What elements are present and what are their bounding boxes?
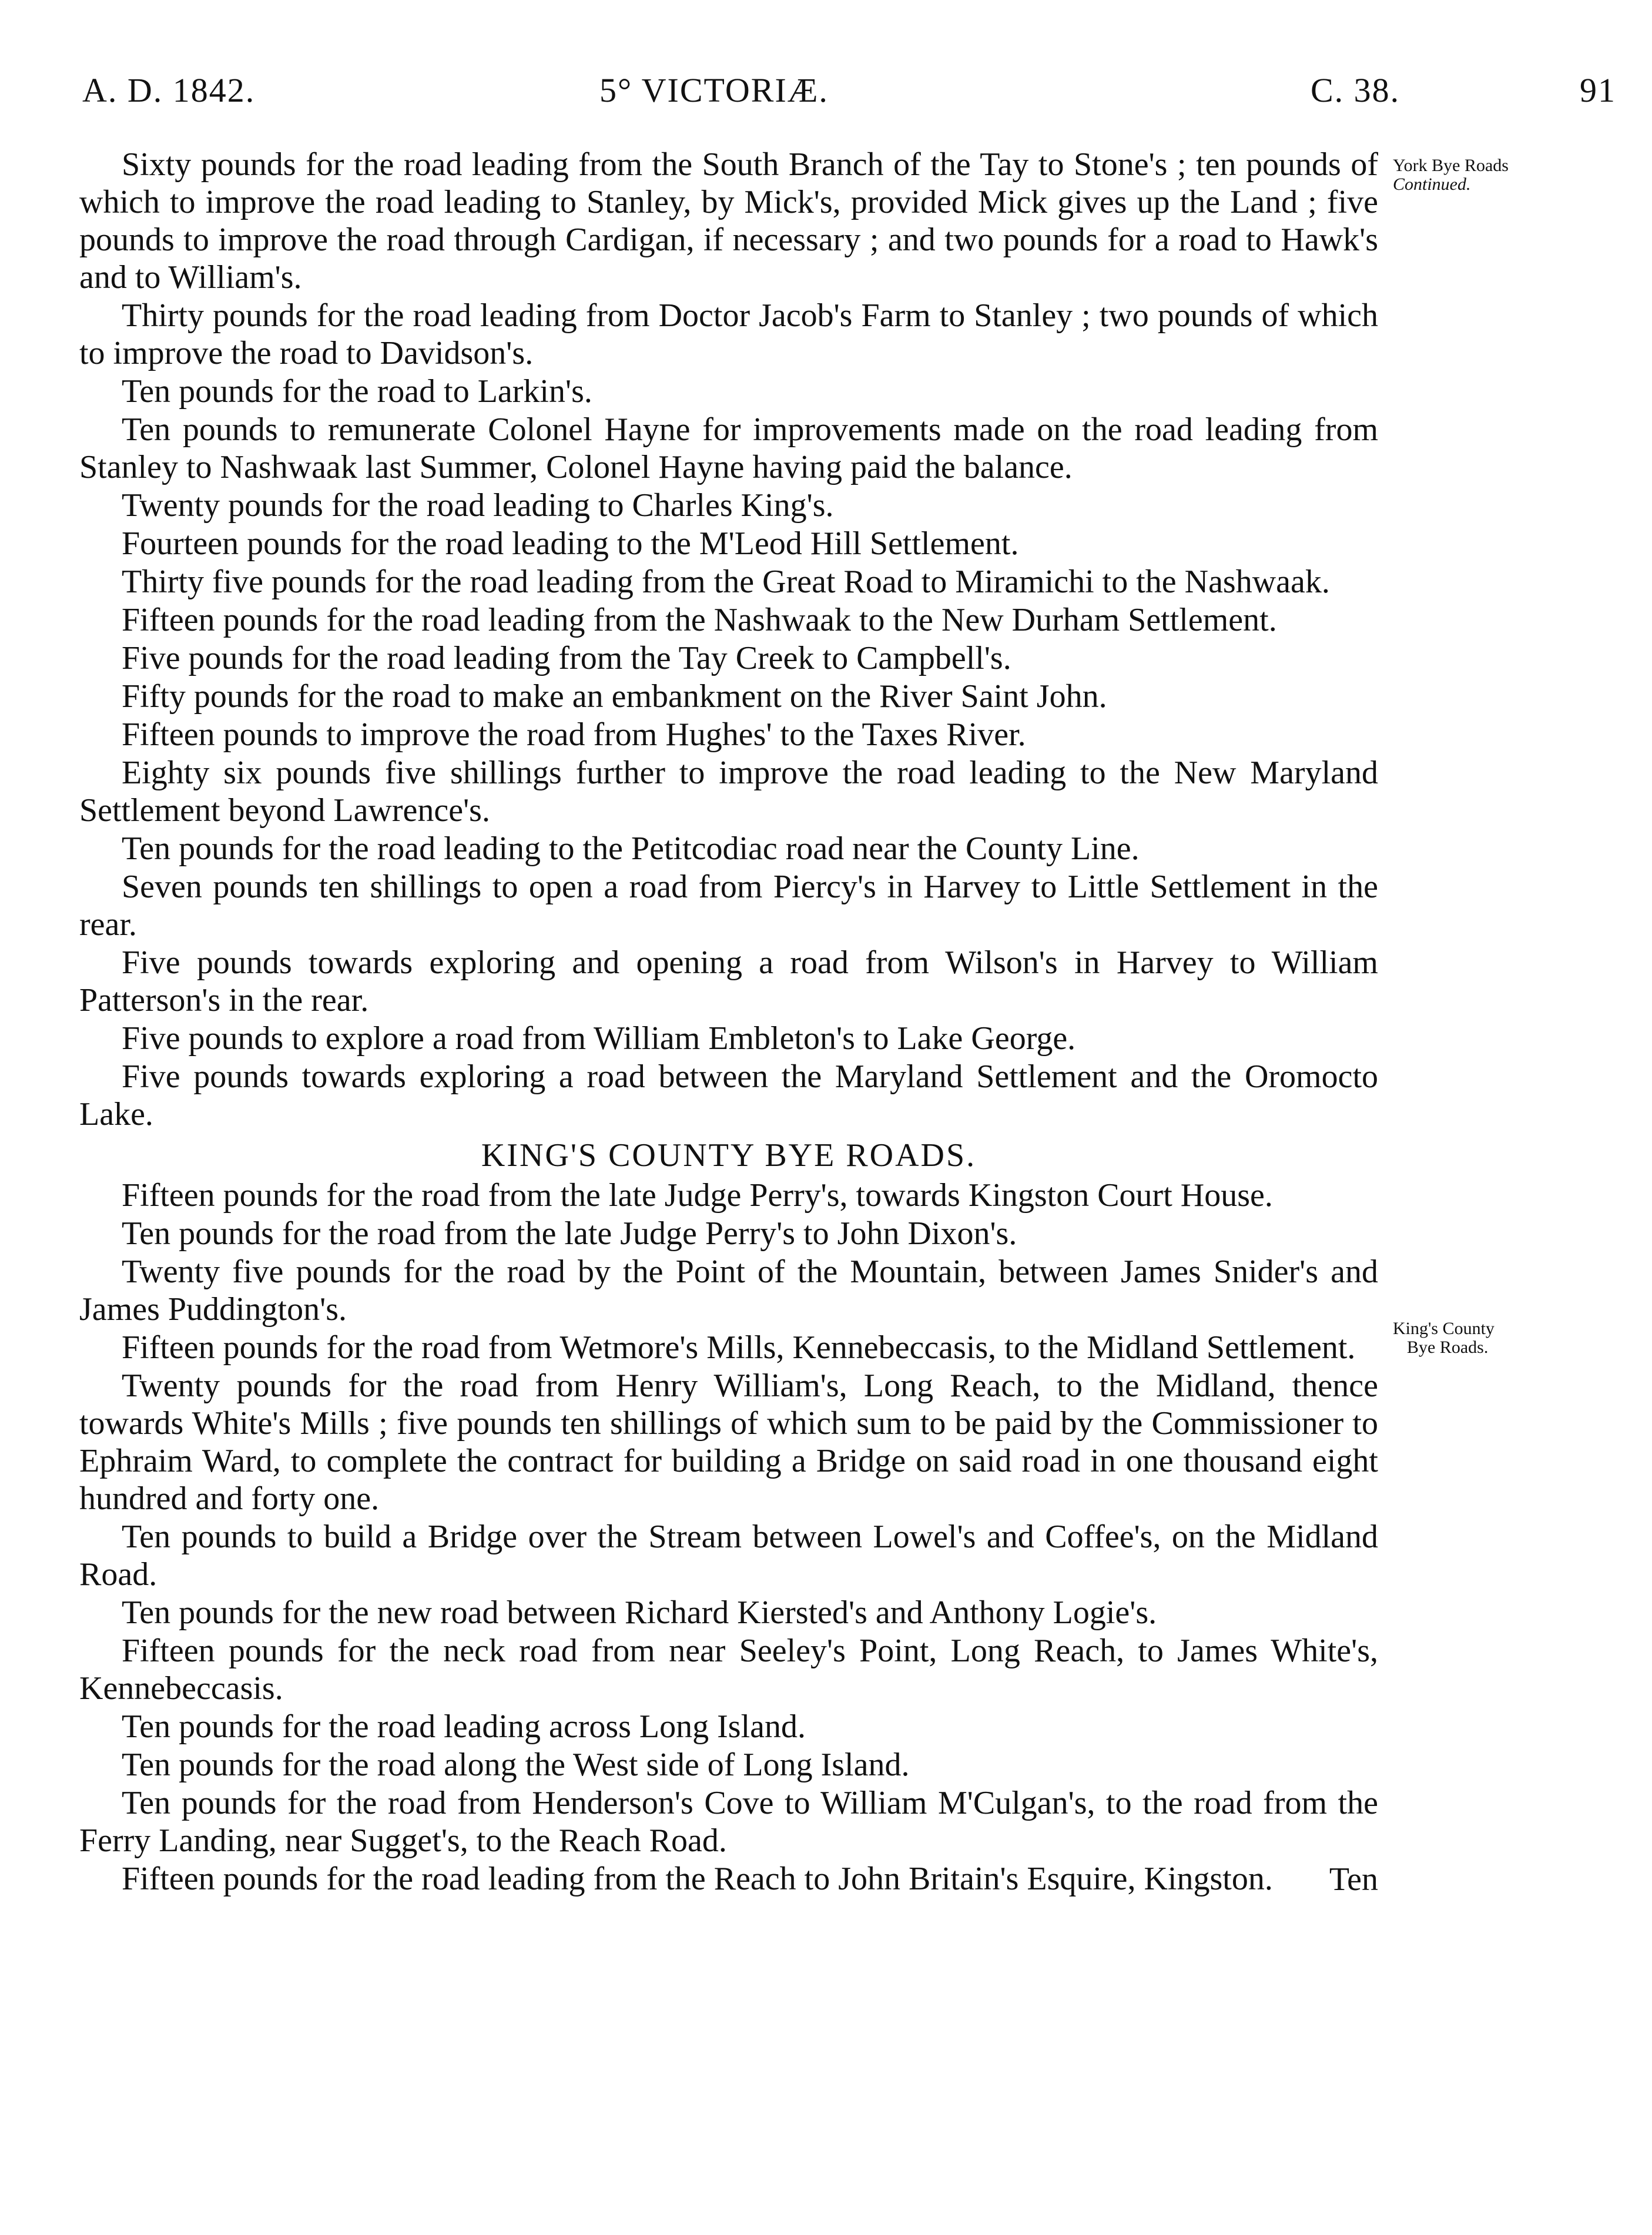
paragraph: Ten pounds to remunerate Colonel Hayne for improvements made on the road leading from Stanley to Nashwaak last Summer, Colonel Hayne having paid the balance.	[79, 411, 1378, 485]
paragraph: Ten pounds for the road leading to the Petitcodiac road near the County Line.	[122, 830, 1140, 867]
marginal-note-york	[1393, 156, 1569, 194]
page-body	[79, 146, 1378, 1899]
kings-county-section	[79, 1177, 1378, 1898]
paragraph: Ten pounds for the road from the late Judge Perry's to John Dixon's.	[122, 1215, 1017, 1252]
paragraph: Fifty pounds for the road to make an embankment on the River Saint John.	[122, 678, 1107, 715]
paragraph: Eighty six pounds five shillings further to improve the road leading to the New Maryland Settlement beyond Lawrence's.	[79, 755, 1378, 829]
paragraph: Fifteen pounds for the neck road from near Seeley's Point, Long Reach, to James White's, Kennebeccasis.	[79, 1633, 1378, 1707]
marginal-note-line: Bye Roads.	[1407, 1338, 1489, 1357]
paragraph: Fifteen pounds for the road from the late Judge Perry's, towards Kingston Court House.	[122, 1177, 1273, 1214]
paragraph: Ten pounds for the road along the West side of Long Island.	[122, 1747, 910, 1783]
york-bye-roads-section	[79, 146, 1378, 1133]
marginal-note-line: York Bye Roads	[1393, 156, 1509, 175]
header-reign: 5° VICTORIÆ.	[599, 71, 829, 109]
marginal-note-line: Continued.	[1393, 175, 1471, 194]
paragraph: Fifteen pounds to improve the road from Hughes' to the Taxes River.	[122, 716, 1026, 753]
running-header	[82, 71, 1616, 123]
paragraph: Fifteen pounds for the road leading from the Reach to John Britain's Esquire, Kingston.	[122, 1861, 1273, 1897]
header-chapter: C. 38.	[1311, 71, 1400, 109]
paragraph: Fifteen pounds for the road leading from the Nashwaak to the New Durham Settlement.	[122, 602, 1277, 638]
paragraph: Five pounds to explore a road from William Embleton's to Lake George.	[122, 1020, 1076, 1057]
marginal-note-line: King's County	[1393, 1319, 1494, 1338]
page-number: 91	[1580, 71, 1616, 109]
paragraph: Thirty five pounds for the road leading from the Great Road to Miramichi to the Nashwaak.	[122, 564, 1330, 600]
paragraph: Ten pounds for the road leading across Long Island.	[122, 1708, 806, 1745]
catchword: Ten	[1329, 1861, 1378, 1898]
paragraph: Ten pounds for the new road between Richard Kiersted's and Anthony Logie's.	[122, 1594, 1157, 1631]
paragraph: Twenty five pounds for the road by the Point of the Mountain, between James Snider's and James Puddington's.	[79, 1254, 1378, 1328]
paragraph: Ten pounds for the road to Larkin's.	[122, 373, 592, 410]
paragraph: Five pounds for the road leading from the Tay Creek to Campbell's.	[122, 640, 1011, 676]
paragraph: Sixty pounds for the road leading from the South Branch of the Tay to Stone's ; ten pounds of which to improve the road leading to Stanley, by Mick's, provided Mick gives up the Land ; five pounds to improve the road through Cardigan, if necessary ; and two pounds for a road to Hawk's and to William's.	[79, 146, 1378, 296]
paragraph: Twenty pounds for the road from Henry William's, Long Reach, to the Midland, thence towards White's Mills ; five pounds ten shillings of which sum to be paid by the Commissioner to Ephraim Ward, to complete the contract for building a Bridge on said road in one thousand eight hundred and forty one.	[79, 1368, 1378, 1517]
paragraph: Ten pounds to build a Bridge over the Stream between Lowel's and Coffee's, on the Midland Road.	[79, 1519, 1378, 1593]
paragraph: Fifteen pounds for the road from Wetmore's Mills, Kennebeccasis, to the Midland Settlement.	[122, 1329, 1356, 1366]
paragraph: Fourteen pounds for the road leading to the M'Leod Hill Settlement.	[122, 525, 1019, 562]
header-year: A. D. 1842.	[82, 71, 256, 109]
paragraph: Ten pounds for the road from Henderson's Cove to William M'Culgan's, to the road from the Ferry Landing, near Sugget's, to the Reach Road.	[79, 1785, 1378, 1859]
paragraph: Five pounds towards exploring a road between the Maryland Settlement and the Oromocto Lake.	[79, 1058, 1378, 1132]
paragraph: Twenty pounds for the road leading to Charles King's.	[122, 487, 834, 524]
marginal-note-kings	[1393, 1319, 1569, 1357]
paragraph: Thirty pounds for the road leading from Doctor Jacob's Farm to Stanley ; two pounds of which to improve the road to Davidson's.	[79, 297, 1378, 371]
paragraph: Seven pounds ten shillings to open a road from Piercy's in Harvey to Little Settlement in the rear.	[79, 869, 1378, 943]
paragraph: Five pounds towards exploring and opening a road from Wilson's in Harvey to William Patterson's in the rear.	[79, 944, 1378, 1018]
section-heading: KING'S COUNTY BYE ROADS.	[481, 1137, 977, 1174]
